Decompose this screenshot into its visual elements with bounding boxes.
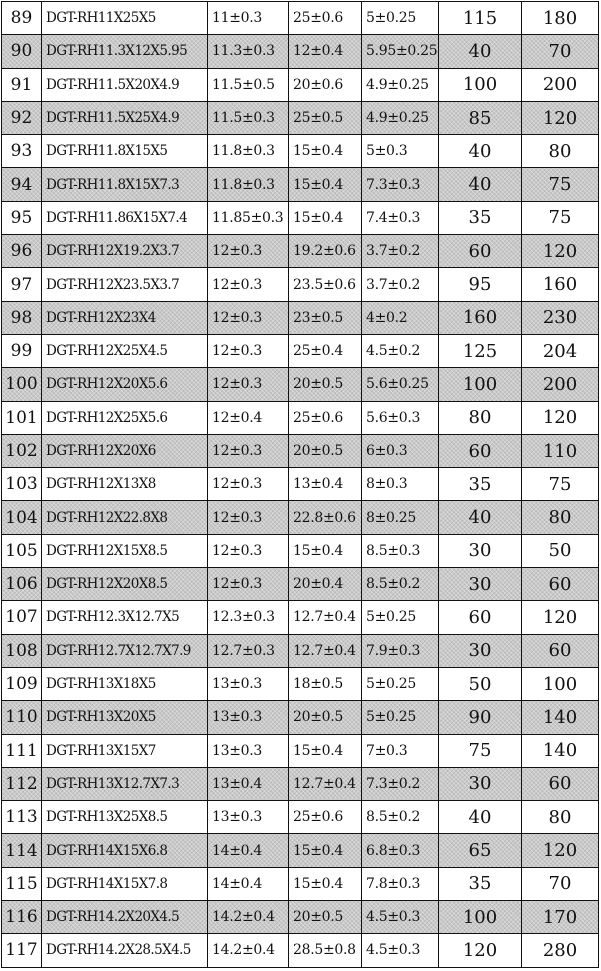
value-b-cell: 75	[522, 468, 599, 501]
table-row	[2, 135, 599, 168]
value-b-cell: 110	[522, 434, 599, 467]
value-b-cell: 140	[522, 734, 599, 767]
value-a-cell: 80	[439, 401, 522, 434]
outer-diameter-cell: 12.7±0.4	[289, 601, 362, 634]
value-b-cell: 70	[522, 867, 599, 900]
value-b-cell: 200	[522, 368, 599, 401]
table-row	[2, 101, 599, 134]
value-b-cell: 80	[522, 135, 599, 168]
inner-diameter-cell: 14±0.4	[208, 834, 289, 867]
table-row	[2, 667, 599, 700]
outer-diameter-cell: 12±0.4	[289, 35, 362, 68]
value-b-cell: 60	[522, 767, 599, 800]
value-b-cell: 120	[522, 601, 599, 634]
table-row	[2, 301, 599, 334]
spec-table-body	[2, 2, 599, 968]
item-number-cell: 104	[2, 501, 42, 534]
value-a-cell: 95	[439, 268, 522, 301]
outer-diameter-cell: 25±0.6	[289, 2, 362, 35]
model-code-cell: DGT-RH11.5X25X4.9	[42, 101, 208, 134]
value-b-cell: 80	[522, 801, 599, 834]
item-number-cell: 106	[2, 568, 42, 601]
value-a-cell: 50	[439, 667, 522, 700]
outer-diameter-cell: 25±0.4	[289, 334, 362, 367]
outer-diameter-cell: 12.7±0.4	[289, 634, 362, 667]
outer-diameter-cell: 25±0.5	[289, 101, 362, 134]
table-row	[2, 334, 599, 367]
value-a-cell: 60	[439, 434, 522, 467]
inner-diameter-cell: 12±0.3	[208, 568, 289, 601]
value-a-cell: 160	[439, 301, 522, 334]
item-number-cell: 100	[2, 368, 42, 401]
table-row	[2, 2, 599, 35]
model-code-cell: DGT-RH14X15X7.8	[42, 867, 208, 900]
inner-diameter-cell: 11.8±0.3	[208, 168, 289, 201]
item-number-cell: 91	[2, 68, 42, 101]
outer-diameter-cell: 15±0.4	[289, 201, 362, 234]
inner-diameter-cell: 14±0.4	[208, 867, 289, 900]
value-a-cell: 30	[439, 634, 522, 667]
width-cell: 4.9±0.25	[362, 101, 439, 134]
model-code-cell: DGT-RH12X19.2X3.7	[42, 235, 208, 268]
table-row	[2, 801, 599, 834]
table-row	[2, 734, 599, 767]
item-number-cell: 92	[2, 101, 42, 134]
model-code-cell: DGT-RH13X20X5	[42, 701, 208, 734]
value-a-cell: 40	[439, 501, 522, 534]
inner-diameter-cell: 11±0.3	[208, 2, 289, 35]
table-row	[2, 901, 599, 934]
width-cell: 5.95±0.25	[362, 35, 439, 68]
table-row	[2, 867, 599, 900]
value-a-cell: 85	[439, 101, 522, 134]
value-b-cell: 140	[522, 701, 599, 734]
value-b-cell: 200	[522, 68, 599, 101]
value-b-cell: 160	[522, 268, 599, 301]
model-code-cell: DGT-RH12X25X4.5	[42, 334, 208, 367]
value-a-cell: 125	[439, 334, 522, 367]
value-a-cell: 120	[439, 934, 522, 967]
width-cell: 8.5±0.2	[362, 801, 439, 834]
outer-diameter-cell: 25±0.6	[289, 401, 362, 434]
table-row	[2, 934, 599, 967]
outer-diameter-cell: 20±0.4	[289, 568, 362, 601]
value-b-cell: 120	[522, 401, 599, 434]
model-code-cell: DGT-RH11.5X20X4.9	[42, 68, 208, 101]
inner-diameter-cell: 13±0.3	[208, 801, 289, 834]
outer-diameter-cell: 22.8±0.6	[289, 501, 362, 534]
width-cell: 6±0.3	[362, 434, 439, 467]
outer-diameter-cell: 15±0.4	[289, 867, 362, 900]
table-row	[2, 501, 599, 534]
table-row	[2, 68, 599, 101]
outer-diameter-cell: 18±0.5	[289, 667, 362, 700]
width-cell: 8±0.25	[362, 501, 439, 534]
inner-diameter-cell: 12±0.3	[208, 268, 289, 301]
model-code-cell: DGT-RH12X13X8	[42, 468, 208, 501]
item-number-cell: 111	[2, 734, 42, 767]
value-a-cell: 40	[439, 801, 522, 834]
inner-diameter-cell: 11.5±0.3	[208, 101, 289, 134]
outer-diameter-cell: 20±0.5	[289, 368, 362, 401]
width-cell: 7.9±0.3	[362, 634, 439, 667]
value-a-cell: 40	[439, 135, 522, 168]
table-row	[2, 601, 599, 634]
item-number-cell: 89	[2, 2, 42, 35]
width-cell: 4.5±0.3	[362, 934, 439, 967]
inner-diameter-cell: 14.2±0.4	[208, 901, 289, 934]
inner-diameter-cell: 13±0.3	[208, 667, 289, 700]
inner-diameter-cell: 11.3±0.3	[208, 35, 289, 68]
value-a-cell: 115	[439, 2, 522, 35]
width-cell: 8.5±0.3	[362, 534, 439, 567]
model-code-cell: DGT-RH13X15X7	[42, 734, 208, 767]
value-a-cell: 60	[439, 235, 522, 268]
item-number-cell: 105	[2, 534, 42, 567]
value-a-cell: 100	[439, 368, 522, 401]
value-b-cell: 120	[522, 101, 599, 134]
value-b-cell: 180	[522, 2, 599, 35]
model-code-cell: DGT-RH12X25X5.6	[42, 401, 208, 434]
model-code-cell: DGT-RH12.7X12.7X7.9	[42, 634, 208, 667]
table-row	[2, 235, 599, 268]
value-b-cell: 120	[522, 235, 599, 268]
value-a-cell: 65	[439, 834, 522, 867]
model-code-cell: DGT-RH12X23.5X3.7	[42, 268, 208, 301]
outer-diameter-cell: 15±0.4	[289, 834, 362, 867]
width-cell: 6.8±0.3	[362, 834, 439, 867]
outer-diameter-cell: 20±0.6	[289, 68, 362, 101]
inner-diameter-cell: 12±0.3	[208, 334, 289, 367]
table-row	[2, 634, 599, 667]
value-b-cell: 280	[522, 934, 599, 967]
item-number-cell: 98	[2, 301, 42, 334]
value-b-cell: 120	[522, 834, 599, 867]
value-b-cell: 204	[522, 334, 599, 367]
inner-diameter-cell: 12.3±0.3	[208, 601, 289, 634]
model-code-cell: DGT-RH12X15X8.5	[42, 534, 208, 567]
width-cell: 7.3±0.3	[362, 168, 439, 201]
item-number-cell: 115	[2, 867, 42, 900]
item-number-cell: 114	[2, 834, 42, 867]
value-a-cell: 40	[439, 35, 522, 68]
inner-diameter-cell: 12±0.3	[208, 501, 289, 534]
value-a-cell: 60	[439, 601, 522, 634]
width-cell: 5±0.25	[362, 2, 439, 35]
width-cell: 5±0.3	[362, 135, 439, 168]
inner-diameter-cell: 13±0.4	[208, 767, 289, 800]
spec-table	[1, 1, 599, 968]
table-row	[2, 468, 599, 501]
model-code-cell: DGT-RH14.2X28.5X4.5	[42, 934, 208, 967]
value-a-cell: 75	[439, 734, 522, 767]
value-a-cell: 30	[439, 534, 522, 567]
table-row	[2, 168, 599, 201]
width-cell: 4.5±0.2	[362, 334, 439, 367]
model-code-cell: DGT-RH13X18X5	[42, 667, 208, 700]
value-b-cell: 75	[522, 168, 599, 201]
inner-diameter-cell: 12±0.3	[208, 468, 289, 501]
outer-diameter-cell: 23±0.5	[289, 301, 362, 334]
inner-diameter-cell: 12±0.3	[208, 434, 289, 467]
inner-diameter-cell: 11.8±0.3	[208, 135, 289, 168]
width-cell: 3.7±0.2	[362, 268, 439, 301]
item-number-cell: 110	[2, 701, 42, 734]
model-code-cell: DGT-RH11.8X15X7.3	[42, 168, 208, 201]
table-row	[2, 401, 599, 434]
item-number-cell: 93	[2, 135, 42, 168]
item-number-cell: 107	[2, 601, 42, 634]
item-number-cell: 117	[2, 934, 42, 967]
item-number-cell: 97	[2, 268, 42, 301]
value-a-cell: 30	[439, 767, 522, 800]
outer-diameter-cell: 25±0.6	[289, 801, 362, 834]
value-a-cell: 90	[439, 701, 522, 734]
value-b-cell: 50	[522, 534, 599, 567]
inner-diameter-cell: 12.7±0.3	[208, 634, 289, 667]
table-row	[2, 568, 599, 601]
width-cell: 7.4±0.3	[362, 201, 439, 234]
width-cell: 3.7±0.2	[362, 235, 439, 268]
width-cell: 4.9±0.25	[362, 68, 439, 101]
value-b-cell: 100	[522, 667, 599, 700]
inner-diameter-cell: 11.85±0.3	[208, 201, 289, 234]
value-b-cell: 60	[522, 568, 599, 601]
width-cell: 8.5±0.2	[362, 568, 439, 601]
value-b-cell: 170	[522, 901, 599, 934]
outer-diameter-cell: 12.7±0.4	[289, 767, 362, 800]
item-number-cell: 102	[2, 434, 42, 467]
table-row	[2, 201, 599, 234]
model-code-cell: DGT-RH11X25X5	[42, 2, 208, 35]
value-b-cell: 75	[522, 201, 599, 234]
width-cell: 7.3±0.2	[362, 767, 439, 800]
table-row	[2, 434, 599, 467]
width-cell: 5.6±0.25	[362, 368, 439, 401]
outer-diameter-cell: 20±0.5	[289, 901, 362, 934]
item-number-cell: 90	[2, 35, 42, 68]
item-number-cell: 113	[2, 801, 42, 834]
item-number-cell: 96	[2, 235, 42, 268]
value-b-cell: 60	[522, 634, 599, 667]
outer-diameter-cell: 28.5±0.8	[289, 934, 362, 967]
model-code-cell: DGT-RH13X25X8.5	[42, 801, 208, 834]
model-code-cell: DGT-RH14.2X20X4.5	[42, 901, 208, 934]
value-b-cell: 70	[522, 35, 599, 68]
inner-diameter-cell: 12±0.3	[208, 368, 289, 401]
outer-diameter-cell: 15±0.4	[289, 168, 362, 201]
model-code-cell: DGT-RH12X22.8X8	[42, 501, 208, 534]
model-code-cell: DGT-RH14X15X6.8	[42, 834, 208, 867]
outer-diameter-cell: 20±0.5	[289, 701, 362, 734]
value-a-cell: 35	[439, 468, 522, 501]
outer-diameter-cell: 15±0.4	[289, 734, 362, 767]
inner-diameter-cell: 13±0.3	[208, 734, 289, 767]
item-number-cell: 94	[2, 168, 42, 201]
item-number-cell: 108	[2, 634, 42, 667]
inner-diameter-cell: 13±0.3	[208, 701, 289, 734]
width-cell: 5±0.25	[362, 667, 439, 700]
value-b-cell: 80	[522, 501, 599, 534]
inner-diameter-cell: 12±0.4	[208, 401, 289, 434]
inner-diameter-cell: 12±0.3	[208, 235, 289, 268]
value-a-cell: 35	[439, 201, 522, 234]
table-row	[2, 35, 599, 68]
value-a-cell: 100	[439, 901, 522, 934]
outer-diameter-cell: 19.2±0.6	[289, 235, 362, 268]
table-row	[2, 701, 599, 734]
inner-diameter-cell: 12±0.3	[208, 534, 289, 567]
model-code-cell: DGT-RH12X20X8.5	[42, 568, 208, 601]
model-code-cell: DGT-RH11.8X15X5	[42, 135, 208, 168]
inner-diameter-cell: 11.5±0.5	[208, 68, 289, 101]
table-row	[2, 767, 599, 800]
item-number-cell: 95	[2, 201, 42, 234]
value-a-cell: 100	[439, 68, 522, 101]
outer-diameter-cell: 23.5±0.6	[289, 268, 362, 301]
model-code-cell: DGT-RH12X20X5.6	[42, 368, 208, 401]
model-code-cell: DGT-RH12.3X12.7X5	[42, 601, 208, 634]
item-number-cell: 101	[2, 401, 42, 434]
item-number-cell: 103	[2, 468, 42, 501]
width-cell: 5±0.25	[362, 701, 439, 734]
model-code-cell: DGT-RH11.3X12X5.95	[42, 35, 208, 68]
table-row	[2, 834, 599, 867]
width-cell: 5±0.25	[362, 601, 439, 634]
inner-diameter-cell: 14.2±0.4	[208, 934, 289, 967]
model-code-cell: DGT-RH12X20X6	[42, 434, 208, 467]
value-a-cell: 30	[439, 568, 522, 601]
item-number-cell: 109	[2, 667, 42, 700]
value-a-cell: 35	[439, 867, 522, 900]
item-number-cell: 112	[2, 767, 42, 800]
model-code-cell: DGT-RH12X23X4	[42, 301, 208, 334]
width-cell: 8±0.3	[362, 468, 439, 501]
width-cell: 7±0.3	[362, 734, 439, 767]
value-a-cell: 40	[439, 168, 522, 201]
width-cell: 4.5±0.3	[362, 901, 439, 934]
table-row	[2, 534, 599, 567]
item-number-cell: 116	[2, 901, 42, 934]
width-cell: 7.8±0.3	[362, 867, 439, 900]
value-b-cell: 230	[522, 301, 599, 334]
width-cell: 5.6±0.3	[362, 401, 439, 434]
model-code-cell: DGT-RH13X12.7X7.3	[42, 767, 208, 800]
outer-diameter-cell: 15±0.4	[289, 534, 362, 567]
outer-diameter-cell: 20±0.5	[289, 434, 362, 467]
model-code-cell: DGT-RH11.86X15X7.4	[42, 201, 208, 234]
inner-diameter-cell: 12±0.3	[208, 301, 289, 334]
outer-diameter-cell: 13±0.4	[289, 468, 362, 501]
width-cell: 4±0.2	[362, 301, 439, 334]
table-row	[2, 268, 599, 301]
item-number-cell: 99	[2, 334, 42, 367]
outer-diameter-cell: 15±0.4	[289, 135, 362, 168]
table-row	[2, 368, 599, 401]
